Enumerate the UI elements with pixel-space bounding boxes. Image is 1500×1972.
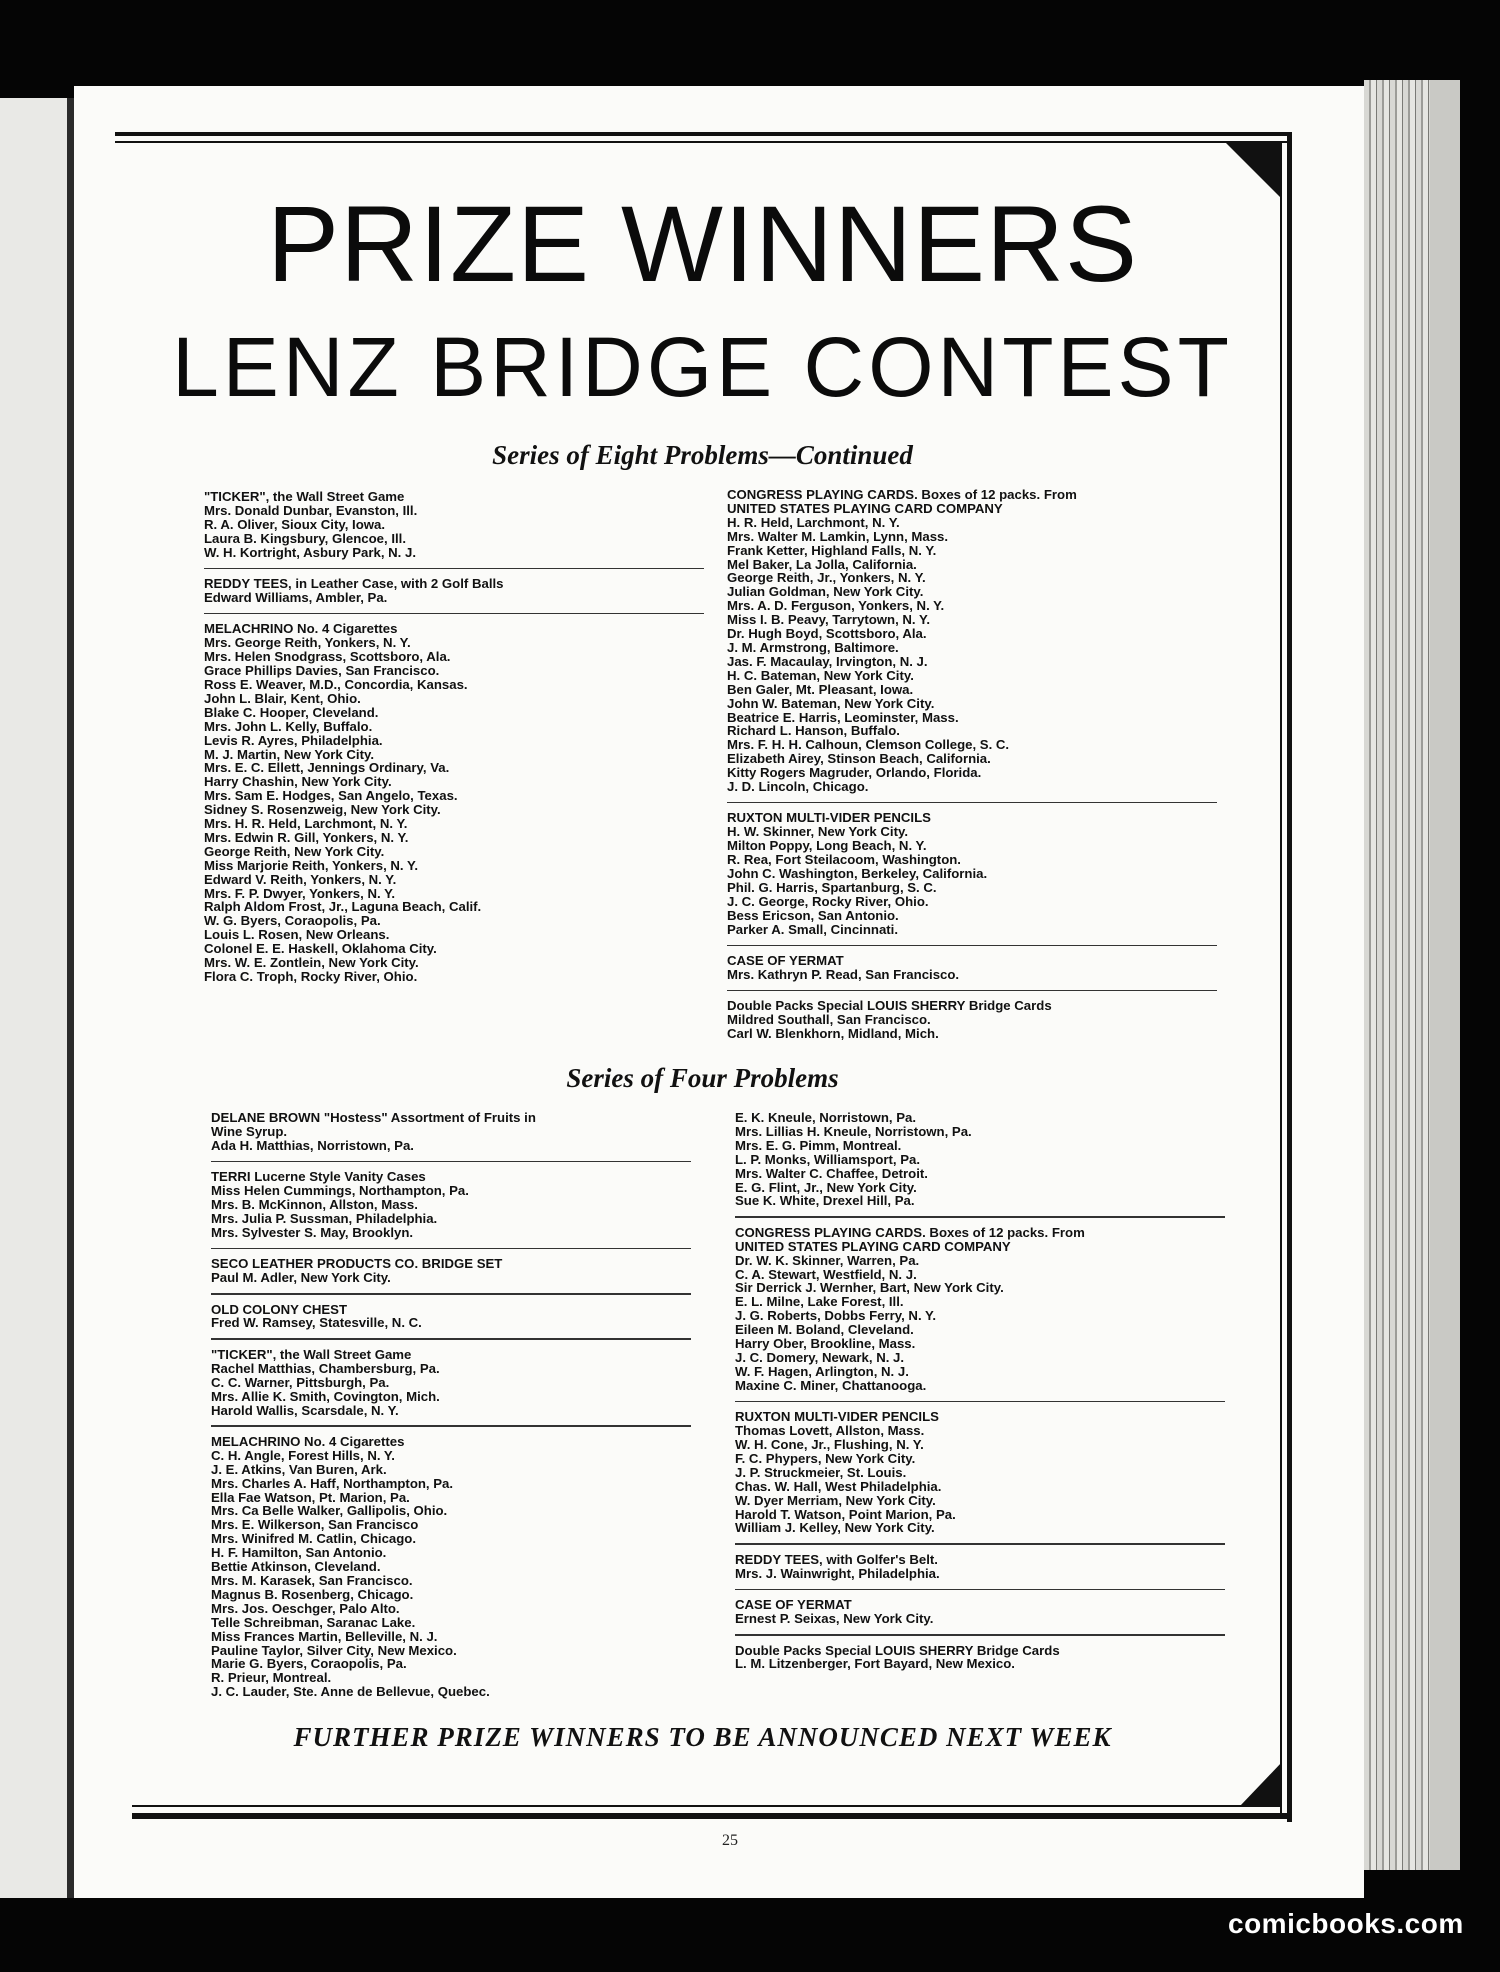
winner-entry: Ernest P. Seixas, New York City. — [735, 1611, 934, 1627]
winner-entry: Mrs. Walter C. Chaffee, Detroit. — [735, 1165, 928, 1181]
winner-entry: Bettie Atkinson, Cleveland. — [211, 1559, 381, 1575]
winner-entry: W. H. Cone, Jr., Flushing, N. Y. — [735, 1437, 924, 1453]
winner-entry: Mrs. F. H. H. Calhoun, Clemson College, S. C. — [727, 737, 1010, 753]
prize-name: REDDY TEES, in Leather Case, with 2 Golf Balls — [204, 576, 504, 592]
winner-entry: Beatrice E. Harris, Leominster, Mass. — [727, 709, 959, 725]
winner-entry: R. Rea, Fort Steilacoom, Washington. — [727, 852, 961, 868]
winner-entry: Dr. Hugh Boyd, Scottsboro, Ala. — [727, 626, 927, 642]
winner-entry: J. C. Lauder, Ste. Anne de Bellevue, Quebec. — [211, 1684, 490, 1700]
winner-entry: Sidney S. Rosenzweig, New York City. — [204, 802, 441, 818]
winner-entry: Carl W. Blenkhorn, Midland, Mich. — [727, 1026, 939, 1042]
winner-entry: L. M. Litzenberger, Fort Bayard, New Mexico. — [735, 1656, 1015, 1672]
prize-name: Double Packs Special LOUIS SHERRY Bridge Cards — [727, 998, 1052, 1014]
divider — [735, 1543, 1225, 1545]
winner-entry: Mrs. A. D. Ferguson, Yonkers, N. Y. — [727, 598, 945, 614]
prize-name: "TICKER", the Wall Street Game — [211, 1346, 412, 1362]
winner-entry: Mrs. Sam E. Hodges, San Angelo, Texas. — [204, 788, 458, 804]
prize-name: DELANE BROWN "Hostess" Assortment of Fruits in — [211, 1110, 536, 1125]
winner-entry: Mrs. E. Wilkerson, San Francisco — [211, 1517, 419, 1533]
section-heading-eight: Series of Eight Problems—Continued — [492, 440, 913, 470]
footer-announcement: FURTHER PRIZE WINNERS TO BE ANNOUNCED NEXT WEEK — [293, 1722, 1112, 1752]
winner-entry: Mrs. B. McKinnon, Allston, Mass. — [211, 1197, 418, 1213]
prize-name: RUXTON MULTI-VIDER PENCILS — [727, 810, 931, 826]
divider — [211, 1161, 691, 1163]
winner-entry: Ralph Aldom Frost, Jr., Laguna Beach, Calif. — [204, 899, 482, 915]
winner-entry: Ben Galer, Mt. Pleasant, Iowa. — [727, 681, 914, 697]
prize-name: MELACHRINO No. 4 Cigarettes — [204, 621, 398, 637]
winner-entry: Mrs. M. Karasek, San Francisco. — [211, 1572, 413, 1588]
winner-entry: Mrs. Lillias H. Kneule, Norristown, Pa. — [735, 1123, 972, 1139]
watermark: comicbooks.com — [1228, 1908, 1464, 1939]
prize-name: REDDY TEES, with Golfer's Belt. — [735, 1551, 938, 1567]
winner-entry: W. H. Kortright, Asbury Park, N. J. — [204, 544, 417, 560]
winner-entry: Ross E. Weaver, M.D., Concordia, Kansas. — [204, 676, 468, 692]
winner-entry: Elizabeth Airey, Stinson Beach, California. — [727, 751, 991, 767]
winner-entry: Chas. W. Hall, West Philadelphia. — [735, 1478, 942, 1494]
winner-entry: Mrs. Winifred M. Catlin, Chicago. — [211, 1531, 417, 1547]
winner-entry: W. F. Hagen, Arlington, N. J. — [735, 1363, 909, 1379]
winner-entry: Mrs. John L. Kelly, Buffalo. — [204, 718, 373, 734]
winner-entry: Miss Helen Cummings, Northampton, Pa. — [211, 1183, 469, 1199]
winner-entry: Marie G. Byers, Coraopolis, Pa. — [211, 1656, 407, 1672]
prize-name: CASE OF YERMAT — [735, 1597, 852, 1613]
winner-entry: E. G. Flint, Jr., New York City. — [735, 1179, 917, 1195]
winner-entry: Mrs. Ca Belle Walker, Gallipolis, Ohio. — [211, 1503, 448, 1519]
winner-entry: Sir Derrick J. Wernher, Bart, New York City. — [735, 1280, 1004, 1296]
winner-entry: Mrs. Helen Snodgrass, Scottsboro, Ala. — [204, 649, 451, 665]
winner-entry: Eileen M. Boland, Cleveland. — [735, 1322, 914, 1338]
winner-entry: Paul M. Adler, New York City. — [211, 1270, 391, 1286]
winner-entry: Mel Baker, La Jolla, California. — [727, 556, 917, 572]
page-number: 25 — [722, 1832, 738, 1849]
winner-entry: Fred W. Ramsey, Statesville, N. C. — [211, 1315, 422, 1331]
winner-entry: F. C. Phypers, New York City. — [735, 1450, 916, 1466]
winner-entry: Mrs. E. C. Ellett, Jennings Ordinary, Va. — [204, 760, 450, 776]
winner-entry: Mrs. F. P. Dwyer, Yonkers, N. Y. — [204, 885, 396, 901]
divider — [727, 945, 1217, 947]
winner-entry: Pauline Taylor, Silver City, New Mexico. — [211, 1642, 457, 1658]
winner-entry: Rachel Matthias, Chambersburg, Pa. — [211, 1360, 440, 1376]
divider — [211, 1425, 691, 1427]
winner-entry: J. G. Roberts, Dobbs Ferry, N. Y. — [735, 1308, 937, 1324]
winner-entry: Mrs. Edwin R. Gill, Yonkers, N. Y. — [204, 829, 409, 845]
winner-entry: W. G. Byers, Coraopolis, Pa. — [204, 913, 381, 929]
winner-entry: Mrs. Walter M. Lamkin, Lynn, Mass. — [727, 528, 949, 544]
prize-name: CONGRESS PLAYING CARDS. Boxes of 12 packs. From — [727, 487, 1077, 502]
divider — [735, 1216, 1225, 1218]
winner-entry: Edward Williams, Ambler, Pa. — [204, 589, 388, 605]
divider — [211, 1338, 691, 1340]
page-stack-edge — [1364, 80, 1460, 1870]
winner-entry: Mrs. Kathryn P. Read, San Francisco. — [727, 967, 960, 982]
winner-entry: Frank Ketter, Highland Falls, N. Y. — [727, 542, 937, 558]
page-subtitle: LENZ BRIDGE CONTEST — [172, 320, 1233, 414]
prize-name: SECO LEATHER PRODUCTS CO. BRIDGE SET — [211, 1256, 503, 1272]
winner-entry: J. E. Atkins, Van Buren, Ark. — [211, 1461, 387, 1477]
prize-name-continued: Wine Syrup. — [211, 1123, 288, 1139]
winner-entry: Harry Ober, Brookline, Mass. — [735, 1336, 916, 1352]
winner-entry: Bess Ericson, San Antonio. — [727, 907, 899, 923]
winner-entry: Colonel E. E. Haskell, Oklahoma City. — [204, 941, 437, 957]
winner-entry: Flora C. Troph, Rocky River, Ohio. — [204, 969, 418, 984]
frame-bottom-inner-border — [132, 1805, 1282, 1807]
winner-entry: Mrs. Julia P. Sussman, Philadelphia. — [211, 1210, 438, 1226]
winner-entry: Harold T. Watson, Point Marion, Pa. — [735, 1506, 956, 1522]
winner-entry: Mrs. Allie K. Smith, Covington, Mich. — [211, 1388, 440, 1404]
winner-entry: Richard L. Hanson, Buffalo. — [727, 723, 900, 739]
winner-entry: William J. Kelley, New York City. — [735, 1520, 935, 1536]
divider — [727, 802, 1217, 804]
frame-top-inner-border — [115, 141, 1287, 143]
prize-name: Double Packs Special LOUIS SHERRY Bridge Cards — [735, 1642, 1060, 1658]
winner-entry: Milton Poppy, Long Beach, N. Y. — [727, 838, 927, 854]
winner-entry: Ada H. Matthias, Norristown, Pa. — [211, 1137, 414, 1153]
winner-entry: C. A. Stewart, Westfield, N. J. — [735, 1266, 917, 1282]
prize-name: CONGRESS PLAYING CARDS. Boxes of 12 packs. From — [735, 1224, 1085, 1240]
divider — [211, 1293, 691, 1295]
divider — [727, 990, 1217, 992]
winner-entry: R. A. Oliver, Sioux City, Iowa. — [204, 516, 386, 532]
eight-right-column — [727, 488, 1217, 1041]
winner-entry: John L. Blair, Kent, Ohio. — [204, 690, 361, 706]
winner-entry: W. Dyer Merriam, New York City. — [735, 1492, 936, 1508]
corner-ornament-bottom-right — [1240, 1762, 1282, 1806]
divider — [735, 1634, 1225, 1636]
prize-name: "TICKER", the Wall Street Game — [204, 489, 405, 504]
prize-name-continued: UNITED STATES PLAYING CARD COMPANY — [735, 1238, 1011, 1254]
winner-entry: Edward V. Reith, Yonkers, N. Y. — [204, 871, 397, 887]
divider — [211, 1248, 691, 1250]
eight-left-column — [204, 490, 704, 984]
winner-entry: J. P. Struckmeier, St. Louis. — [735, 1464, 907, 1480]
winner-entry: E. K. Kneule, Norristown, Pa. — [735, 1110, 916, 1125]
winner-entry: Mrs. George Reith, Yonkers, N. Y. — [204, 635, 411, 651]
winner-entry: George Reith, Jr., Yonkers, N. Y. — [727, 570, 926, 586]
left-page-edge — [0, 98, 74, 1898]
winner-entry: H. C. Bateman, New York City. — [727, 667, 914, 683]
winner-entry: J. C. George, Rocky River, Ohio. — [727, 893, 929, 909]
prize-name-continued: UNITED STATES PLAYING CARD COMPANY — [727, 500, 1003, 516]
winner-entry: Levis R. Ayres, Philadelphia. — [204, 732, 383, 748]
winner-entry: Laura B. Kingsbury, Glencoe, Ill. — [204, 530, 407, 546]
winner-entry: Jas. F. Macaulay, Irvington, N. J. — [727, 653, 928, 669]
prize-name: CASE OF YERMAT — [727, 953, 844, 969]
winner-entry: John C. Washington, Berkeley, California. — [727, 866, 988, 882]
page-title: PRIZE WINNERS — [266, 183, 1139, 304]
winner-entry: Mrs. Donald Dunbar, Evanston, Ill. — [204, 502, 418, 518]
winner-entry: Mrs. W. E. Zontlein, New York City. — [204, 955, 419, 971]
winner-entry: Parker A. Small, Cincinnati. — [727, 921, 899, 937]
winner-entry: Mrs. Sylvester S. May, Brooklyn. — [211, 1224, 414, 1240]
divider — [204, 613, 704, 615]
divider — [735, 1401, 1225, 1403]
winner-entry: Harry Chashin, New York City. — [204, 774, 392, 790]
frame-bottom-border — [132, 1813, 1292, 1819]
winner-entry: Sue K. White, Drexel Hill, Pa. — [735, 1193, 915, 1209]
winner-entry: C. H. Angle, Forest Hills, N. Y. — [211, 1447, 395, 1463]
winner-entry: Miss I. B. Peavy, Tarrytown, N. Y. — [727, 612, 931, 628]
winner-entry: Ella Fae Watson, Pt. Marion, Pa. — [211, 1489, 410, 1505]
four-left-column — [211, 1111, 691, 1699]
winner-entry: C. C. Warner, Pittsburgh, Pa. — [211, 1374, 390, 1390]
winner-entry: George Reith, New York City. — [204, 843, 385, 859]
frame-top-border — [115, 132, 1290, 136]
winner-entry: Magnus B. Rosenberg, Chicago. — [211, 1586, 414, 1602]
winner-entry: Telle Schreibman, Saranac Lake. — [211, 1614, 416, 1630]
prize-name: TERRI Lucerne Style Vanity Cases — [211, 1169, 426, 1185]
prize-name: OLD COLONY CHEST — [211, 1301, 348, 1317]
winner-entry: H. W. Skinner, New York City. — [727, 824, 909, 840]
winner-entry: H. R. Held, Larchmont, N. Y. — [727, 514, 900, 530]
winner-entry: John W. Bateman, New York City. — [727, 695, 935, 711]
winner-entry: Kitty Rogers Magruder, Orlando, Florida. — [727, 765, 982, 781]
winner-entry: M. J. Martin, New York City. — [204, 746, 375, 762]
winner-entry: Maxine C. Miner, Chattanooga. — [735, 1377, 927, 1393]
prize-name: MELACHRINO No. 4 Cigarettes — [211, 1433, 405, 1449]
winner-entry: Julian Goldman, New York City. — [727, 584, 924, 600]
divider — [204, 568, 704, 570]
winner-entry: Mrs. E. G. Pimm, Montreal. — [735, 1137, 902, 1153]
four-right-column — [735, 1111, 1225, 1671]
winner-entry: H. F. Hamilton, San Antonio. — [211, 1545, 387, 1561]
winner-entry: J. M. Armstrong, Baltimore. — [727, 639, 899, 655]
winner-entry: J. D. Lincoln, Chicago. — [727, 779, 869, 795]
winner-entry: Louis L. Rosen, New Orleans. — [204, 927, 390, 943]
winner-entry: Blake C. Hooper, Cleveland. — [204, 704, 379, 720]
winner-entry: Grace Phillips Davies, San Francisco. — [204, 663, 440, 679]
winner-entry: Miss Frances Martin, Belleville, N. J. — [211, 1628, 438, 1644]
winner-entry: E. L. Milne, Lake Forest, Ill. — [735, 1294, 904, 1310]
divider — [735, 1589, 1225, 1591]
winner-entry: J. C. Domery, Newark, N. J. — [735, 1350, 905, 1365]
winner-entry: Thomas Lovett, Allston, Mass. — [735, 1423, 925, 1439]
winner-entry: Phil. G. Harris, Spartanburg, S. C. — [727, 879, 937, 895]
winner-entry: Mrs. H. R. Held, Larchmont, N. Y. — [204, 816, 408, 832]
winner-entry: L. P. Monks, Williamsport, Pa. — [735, 1151, 921, 1167]
winner-entry: Miss Marjorie Reith, Yonkers, N. Y. — [204, 857, 419, 873]
winner-entry: Mrs. J. Wainwright, Philadelphia. — [735, 1565, 940, 1581]
winner-entry: Dr. W. K. Skinner, Warren, Pa. — [735, 1252, 920, 1268]
winner-entry: R. Prieur, Montreal. — [211, 1670, 332, 1686]
prize-name: RUXTON MULTI-VIDER PENCILS — [735, 1409, 939, 1425]
winner-entry: Mildred Southall, San Francisco. — [727, 1012, 931, 1028]
winner-entry: Mrs. Jos. Oeschger, Palo Alto. — [211, 1600, 400, 1616]
winner-entry: Mrs. Charles A. Haff, Northampton, Pa. — [211, 1475, 454, 1491]
section-heading-four: Series of Four Problems — [566, 1063, 839, 1093]
winner-entry: Harold Wallis, Scarsdale, N. Y. — [211, 1402, 399, 1418]
